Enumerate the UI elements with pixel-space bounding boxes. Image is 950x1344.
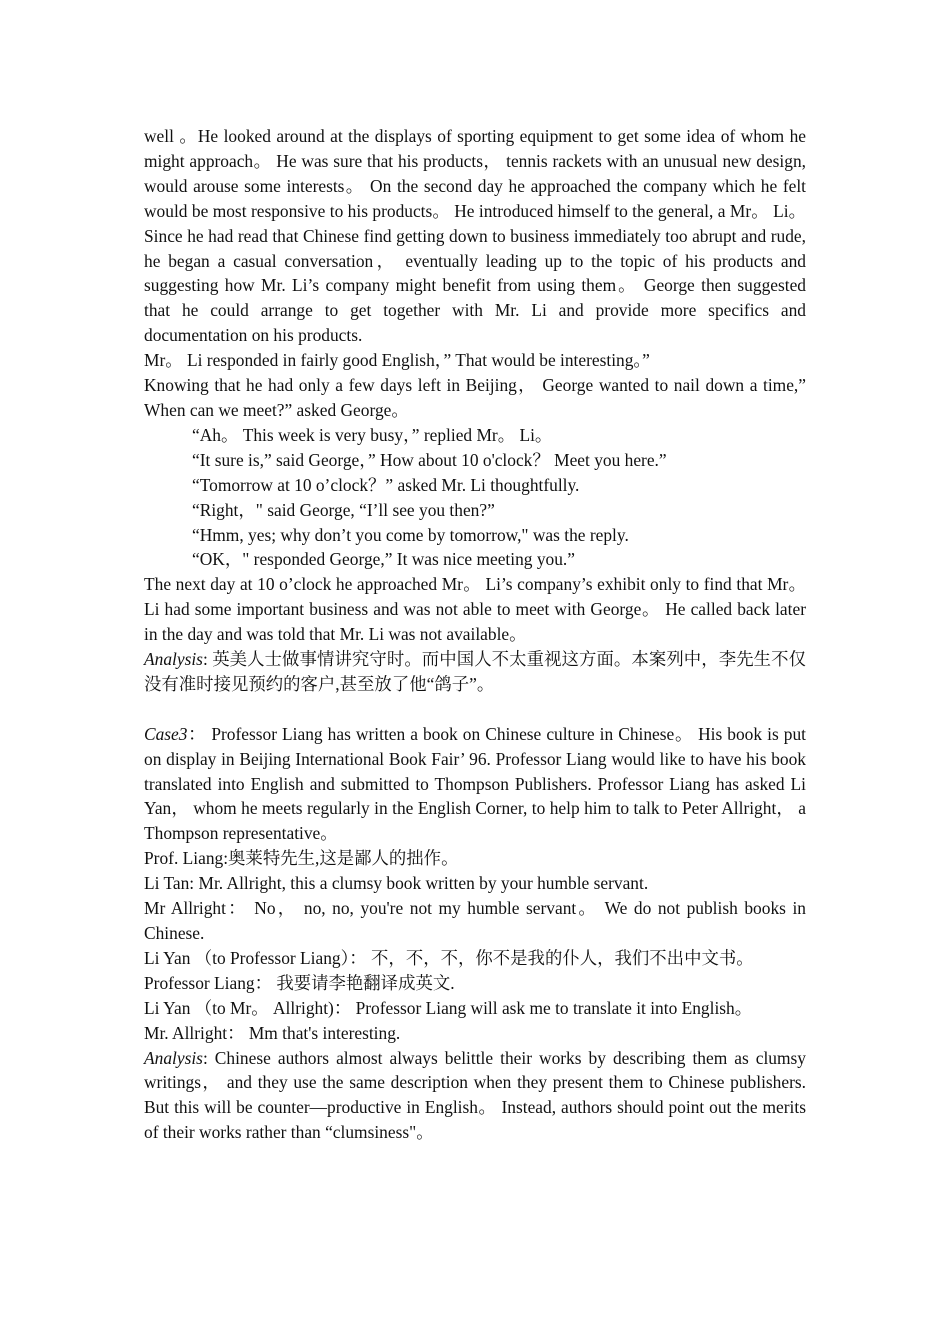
knowing-paragraph: Knowing that he had only a few days left in Beijing， George wanted to nail down a time,” When can we meet?” asked George。 [144,375,806,420]
case3-dialogue-line: Professor Liang： 我要请李艳翻译成英文. [144,972,455,993]
analysis-text: : 英美人士做事情讲究守时。而中国人不太重视这方面。本案列中，李先生不仅没有准时接见预约的客户,甚至放了他“鸽子”。 [144,649,806,694]
case3-dialogue-line: Prof. Liang:奥莱特先生,这是鄙人的拙作。 [144,848,459,869]
case3-dialogue-line: Li Yan （to Mr。 Allright)： Professor Liang will ask me to translate it into English。 [144,997,753,1018]
case2-narrative-paragraph: well 。He looked around at the displays of sporting equipment to get some idea of whom he might approach。 He was sure that his products， tennis rackets with an unusual new design, would arouse some interests。 On the second day he approached the company which he felt would be most responsive to his products。 He introduced himself to the general, a Mr。 Li。 Since he had read that Chinese find getting down to business immediately too abrupt and rude, he began a casual conversation， eventually leading up to the topic of his products and suggesting how Mr. Li’s company might benefit from using them。 George then suggested that he could arrange to get together with Mr. Li and provide more specifics and documentation on his products. [144,126,806,346]
dialogue-line: “Tomorrow at 10 o’clock？” asked Mr. Li thoughtfully. [192,474,580,495]
dialogue-line: “OK，" responded George,” It was nice meeting you.” [192,549,575,570]
case3-dialogue-line: Mr. Allright： Mm that's interesting. [144,1022,401,1043]
paragraph-spacer [144,697,806,722]
analysis-text: : Chinese authors almost always belittle their works by describing them as clumsy writings， and they use the same description when they present them to Chinese publishers. But this will be counter—productive in English。 Instead, authors should point out the merits of their works rather than “clumsiness"。 [144,1047,806,1143]
dialogue-line: “It sure is,” said George，” How about 10 o'clock？ Meet you here.” [192,449,667,470]
analysis-label: Analysis [144,1047,203,1068]
analysis-label: Analysis [144,649,203,670]
case3-dialogue-line: Li Yan （to Professor Liang）： 不，不，不，你不是我的仆人，我们不出中文书。 [144,947,754,968]
li-reply-line: Mr。 Li responded in fairly good English，” That would be interesting。” [144,350,650,371]
next-day-paragraph: The next day at 10 o’clock he approached Mr。 Li’s company’s exhibit only to find that Mr。 Li had some important business and was not able to meet with George。 He called back later in the day and was told that Mr. Li was not available。 [144,574,806,645]
dialogue-line: “Ah。 This week is very busy，” replied Mr。 Li。 [192,424,553,445]
case3-dialogue-line: Li Tan: Mr. Allright, this a clumsy book written by your humble servant. [144,873,649,894]
case3-intro-paragraph [144,722,806,847]
document-body [144,124,806,1145]
dialogue-line: “Right，" said George, “I’ll see you then?” [192,499,495,520]
case3-label: Case3 [144,723,188,744]
case2-analysis [144,647,806,697]
case3-analysis [144,1046,806,1146]
case3-dialogue-line: Mr Allright： No， no, no, you're not my humble servant。 We do not publish books in Chinese. [144,898,806,943]
dialogue-block [144,423,806,572]
dialogue-line: “Hmm, yes; why don’t you come by tomorrow," was the reply. [192,524,629,545]
case3-intro-text: ： Professor Liang has written a book on Chinese culture in Chinese。 His book is put on display in Beijing International Book Fair’ 96. Professor Liang would like to have his book translated into English and submitted to Thompson Publishers. Professor Liang has asked Li Yan， whom he meets regularly in the English Corner, to help him to talk to Peter Allright， a Thompson representative。 [144,723,806,844]
